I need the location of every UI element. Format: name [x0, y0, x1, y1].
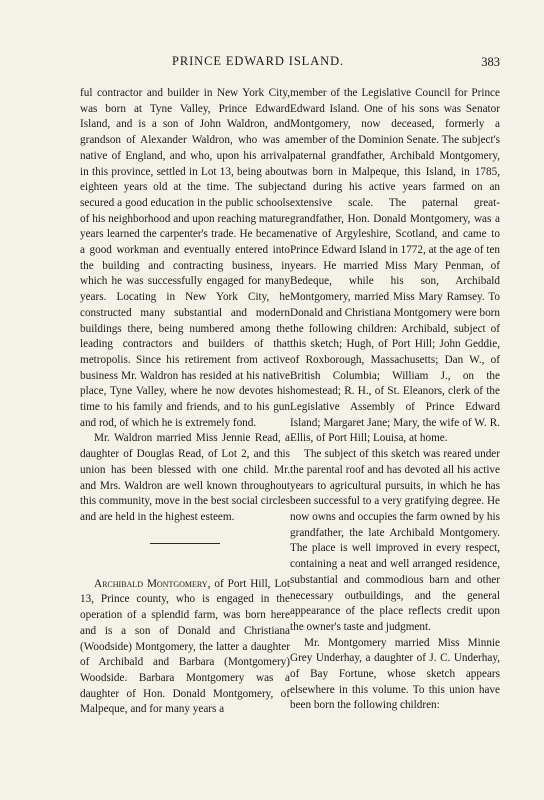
page-number: 383: [481, 55, 500, 69]
montgomery-career-paragraph: The subject of this sketch was reared under the parental roof and has devoted all his active years to agricultural pursuits, in which he has been successful to a very gratifying degree. He now owns and occupies the farm owned by his grandfather, the late Archibald Montgomery. The place is well improved in every respect, containing a neat and well arranged residence, substantial and commodious barn and other necessary outbuildings, and the general appearance of the place reflects credit upon the owner's taste and judgment.: [290, 448, 500, 633]
waldron-marriage-paragraph: Mr. Waldron married Miss Jennie Read, a daughter of Douglas Read, of Lot 2, and this union has been blessed with one child. Mr. and Mrs. Waldron are well known throughout this community, move in the best social circles and are held in the highest esteem.: [80, 432, 290, 523]
left-column: [80, 86, 290, 718]
section-divider: [150, 543, 220, 544]
page-header: [80, 54, 500, 72]
right-column: [290, 86, 500, 714]
montgomery-intro-text: , of Port Hill, Lot 13, Prince county, who is engaged in the operation of a splendid farm, was born here and is a son of Donald and Christiana (Woodside) Montgomery, the latter a daughter of Archibald and Barbara (Montgomery) Woodside. Barbara Montgomery was a daughter of Hon. Donald Montgomery, of Malpeque, and for many years a: [80, 577, 290, 716]
subject-name: Archibald Montgomery: [94, 577, 208, 590]
waldron-biography-paragraph: ful contractor and builder in New York City, was born at Tyne Valley, Prince Edward Island, and is a son of John Waldron, and grandson of Alexander Waldron, who was a native of England, and who, upon his arrival in this province, settled in Lot 13, being about eighteen years old at the time. The subject secured a good education in the public schools of his neighborhood and upon reaching mature years learned the carpenter's trade. He became a good workman and eventually entered into the building and contracting business, in which he was successfully engaged for many years. Locating in New York City, he constructed many substantial and modern buildings there, being numbered among the leading contractors and builders of that metropolis. Since his retirement from active business Mr. Waldron has resided at his native place, Tyne Valley, where he now devotes his time to his family and friends, and to his gun and rod, of which he is extremely fond.: [80, 87, 290, 429]
running-head: PRINCE EDWARD ISLAND.: [172, 54, 345, 68]
montgomery-ancestry-paragraph: member of the Legislative Council for Prince Edward Island. One of his sons was Senator Montgomery, now deceased, formerly a member of the Dominion Senate. The subject's paternal grandfather, Archibald Montgomery, was born in Malpeque, this Island, in 1785, and during his active years farmed on an extensive scale. The paternal great-grandfather, Hon. Donald Montgomery, was a native of Argyleshire, Scotland, and came to Prince Edward Island in 1772, at the age of ten years. He married Miss Mary Penman, of Bedeque, while his son, Archibald Montgomery, married Miss Mary Ramsey. To Donald and Christiana Montgomery were born the following children: Archibald, subject of this sketch; Hugh, of Port Hill; John Geddie, of Roxborough, Massachusetts; Dan W., of British Columbia; William J., on the homestead; R. H., of St. Eleanors, clerk of the Legislative Assembly of Prince Edward Island; Margaret Jane; Mary, the wife of W. R. Ellis, of Port Hill; Louisa, at home.: [290, 87, 501, 445]
montgomery-marriage-paragraph: Mr. Montgomery married Miss Minnie Grey Underhay, a daughter of J. C. Underhay, of Bay Fortune, whose sketch appears elsewhere in this volume. To this union have been born the following children:: [290, 636, 500, 712]
montgomery-intro-paragraph: [80, 577, 290, 718]
